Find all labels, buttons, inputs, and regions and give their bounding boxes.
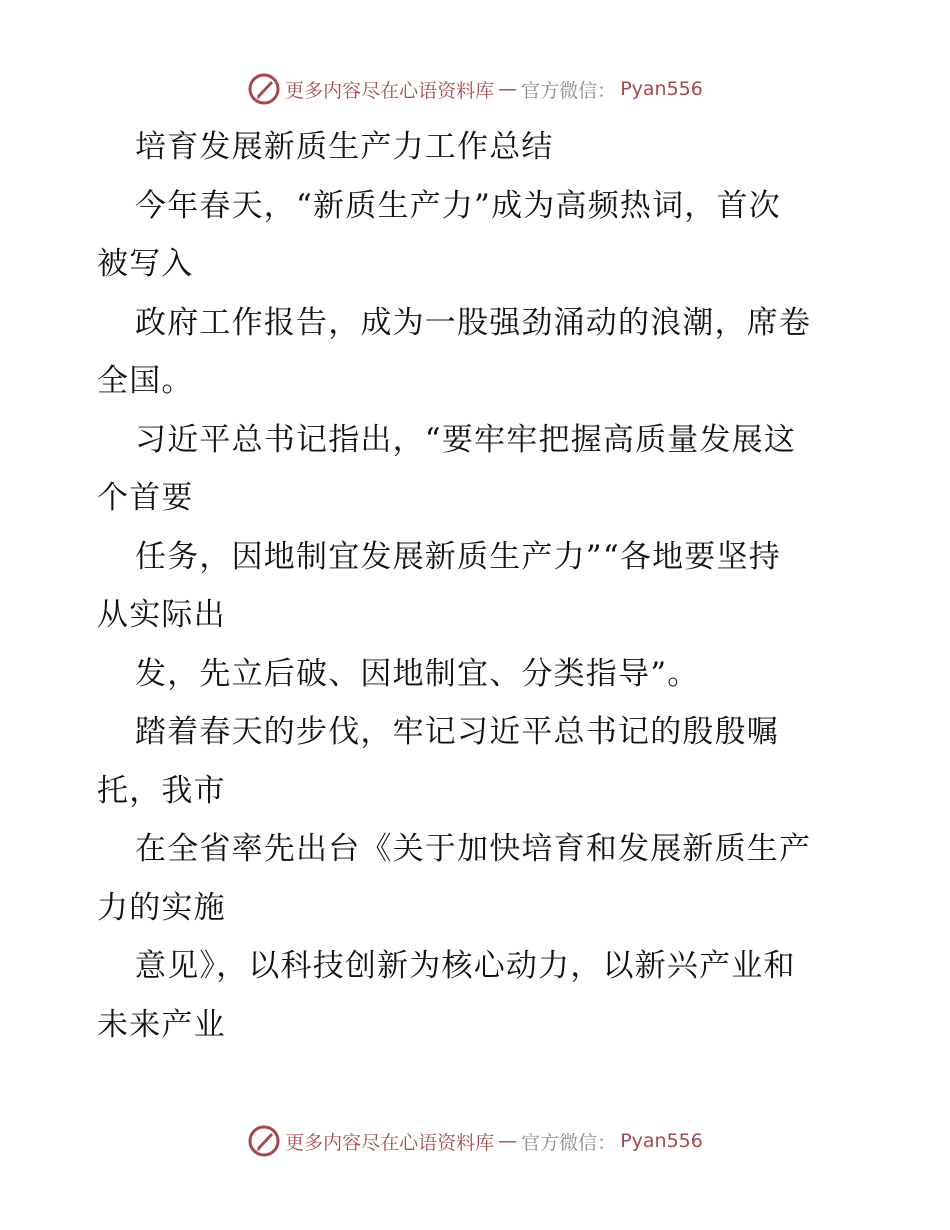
paragraph-line: 发，先立后破、因地制宜、分类指导”。 xyxy=(135,655,700,692)
quill-pen-seal-icon xyxy=(247,72,281,106)
paragraph-line: 在全省率先出台《关于加快培育和发展新质生产 xyxy=(135,831,812,867)
watermark-main-text: 更多内容尽在心语资料库 xyxy=(285,1131,495,1154)
paragraph-line: 被写入 xyxy=(97,246,194,282)
watermark-main-text: 更多内容尽在心语资料库 xyxy=(285,79,495,102)
watermark-official-text: 官方微信： xyxy=(521,1131,617,1154)
paragraph-line: 个首要 xyxy=(97,480,194,516)
quill-pen-seal-icon xyxy=(247,1124,281,1158)
paragraph-line: 任务，因地制宜发展新质生产力”“各地要坚持 xyxy=(135,538,781,575)
paragraph-line: 今年春天，“新质生产力”成为高频热词，首次 xyxy=(135,187,781,224)
paragraph-line: 意见》，以科技创新为核心动力，以新兴产业和 xyxy=(135,948,796,984)
paragraph-line: 习近平总书记指出，“要牢牢把握高质量发展这 xyxy=(135,421,797,458)
watermark-official-text: 官方微信： xyxy=(521,79,617,102)
paragraph-line: 托，我市 xyxy=(97,772,226,809)
paragraph-line: 从实际出 xyxy=(97,597,226,633)
watermark-id-text: Pyan556 xyxy=(620,78,703,100)
footer-watermark xyxy=(0,1124,950,1158)
watermark-id-text: Pyan556 xyxy=(620,1130,703,1152)
paragraph-line: 全国。 xyxy=(97,363,194,399)
document-body xyxy=(97,118,857,1054)
paragraph-line: 未来产业 xyxy=(97,1006,226,1043)
document-title: 培育发展新质生产力工作总结 xyxy=(135,129,554,165)
paragraph-line: 政府工作报告，成为一股强劲涌动的浪潮，席卷 xyxy=(135,304,812,341)
header-watermark xyxy=(0,72,950,106)
watermark-separator: — xyxy=(498,78,518,100)
paragraph-line: 力的实施 xyxy=(97,889,226,926)
watermark-separator: — xyxy=(498,1130,518,1152)
paragraph-line: 踏着春天的步伐，牢记习近平总书记的殷殷嘱 xyxy=(135,714,779,750)
